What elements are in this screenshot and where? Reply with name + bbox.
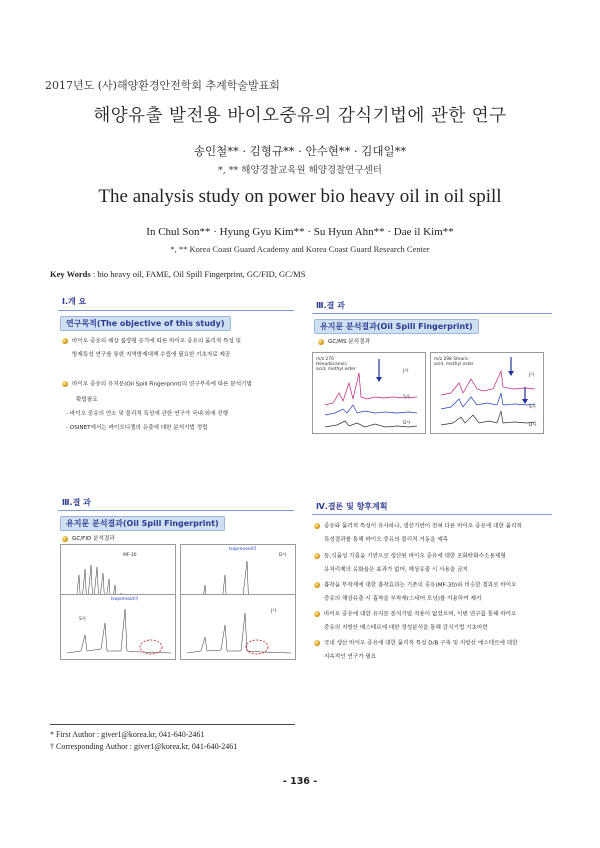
- title-korean: 해양유출 발전용 바이오중유의 감식기법에 관한 연구: [93, 106, 507, 126]
- isoprenoid-label: Isoprenoid비: [111, 597, 139, 602]
- chart-label: S사: [79, 617, 87, 622]
- subheading-fingerprint: 유지문 분석결과(Oil Spill Fingerprint): [314, 319, 479, 334]
- bullet-icon: [62, 338, 68, 344]
- list-item: 중유의 지방산 메스테르에 대한 정성분석을 통해 감식기법 기초마련: [324, 625, 488, 631]
- chart-label: MF-30: [123, 553, 137, 558]
- list-item: 바이오 중유에 대한 유지문 분석기법 적용이 없었으며, 이번 연구를 통해 바이오: [314, 611, 516, 618]
- list-item: 바이오 중유의 유지문(Oil Spill Fingerprint)의 연구부족에 따른 분석기법: [62, 381, 252, 388]
- series-tag: D사: [529, 423, 537, 428]
- series-tag: S사: [403, 395, 411, 400]
- list-item: 확립필요: [76, 397, 98, 403]
- chart-label: m/z 270 Hexadecanoic acid, methyl ester: [316, 357, 356, 373]
- footnote-rule: [50, 724, 295, 725]
- list-item: 중유의 해상유출 시 흡착을 부착재(스네어 모닝)를 이용하여 제거: [324, 596, 482, 602]
- isoprenoid-label: Isoprenoid비: [229, 547, 257, 552]
- bullet-icon: [318, 339, 324, 345]
- list-item: - OSINET에서는 바이오디젤의 유출에 대한 분석기법 정립: [66, 425, 208, 431]
- section-heading-results: Ⅲ.결 과: [316, 301, 345, 310]
- list-item: 바이오 중유의 해상 불량형 증가에 따른 바이오 중유의 물리적 특성 및: [62, 338, 241, 345]
- section-heading-results: Ⅲ.결 과: [62, 498, 91, 507]
- series-tag: J사: [529, 373, 535, 378]
- keywords: [50, 269, 305, 279]
- chart-label: m/z 298 Stearic acid, methyl ester: [434, 357, 474, 368]
- affiliation-english: *, ** Korea Coast Guard Academy and Korea Coast Guard Research Center: [170, 244, 430, 254]
- list-item: 국내 생산 바이오 중유에 대한 물리적 특성 D/B 구축 및 지방산 에스테르에 대한: [314, 640, 517, 647]
- conference-name: 2017년도 (사)해양환경안전학회 추계학술발표회: [45, 79, 280, 92]
- list-item: 흡착을 부착재에 대한 흡착효과는 기존의 중유(MF-30)와 비슷한 결과로 바이오: [314, 582, 516, 589]
- bullet-icon: [314, 553, 320, 559]
- page-number: - 136 -: [282, 776, 318, 787]
- list-item: 방제특성 연구를 통한 지역방재대책 수립에 필요한 기초자료 제공: [72, 352, 231, 358]
- bullet-icon: [314, 582, 320, 588]
- authors-korean: 송인철** · 김형규** · 안수현** · 김대일**: [193, 144, 407, 158]
- section-heading-conclusion: Ⅳ.결론 및 향후계획: [316, 502, 388, 511]
- keywords-text: : bio heavy oil, FAME, Oil Spill Fingerprint, GC/FID, GC/MS: [92, 269, 306, 279]
- list-item: 중유와 물리적 특성이 유사하나, 생산기반이 전혀 다른 바이오 중유에 대한 물리적: [314, 523, 522, 530]
- list-item: 지속적인 연구가 필요: [324, 654, 377, 660]
- series-tag: S사: [529, 405, 537, 410]
- affiliation-korean: *, ** 해양경찰교육원 해양경찰연구센터: [218, 165, 382, 176]
- method-label: GC/MS 분석결과: [318, 337, 370, 345]
- gcfid-chart-svg: [61, 595, 175, 659]
- subheading-fingerprint: 유지문 분석결과(Oil Spill Fingerprint): [60, 516, 225, 531]
- section-rule: [312, 514, 552, 515]
- list-item: 유처리제의 유화율은 효과가 없어, 해상유출 시 사용을 금지: [324, 567, 468, 573]
- subheading-objective: 연구목적(The objective of this study): [60, 316, 231, 331]
- list-item: 동,식물성 기름을 기반으로 생산된 바이오 중유에 대한 포화탄화수소용제형: [314, 553, 506, 560]
- gcms-chart-stearic: [430, 352, 544, 434]
- bullet-icon: [314, 523, 320, 529]
- section-heading-overview: Ⅰ.개 요: [62, 297, 87, 306]
- bullet-icon: [62, 536, 68, 542]
- footnote-first-author: * First Author : giver1@korea.kr, 041-640-2461: [50, 730, 205, 739]
- gcfid-chart-j: [180, 594, 296, 660]
- gcfid-chart-svg: [181, 595, 295, 659]
- bullet-icon: [314, 640, 320, 646]
- method-label: GC/FID 분석결과: [62, 534, 115, 542]
- gcms-chart-hexadecanoic: [312, 352, 426, 434]
- series-tag: J사: [403, 369, 409, 374]
- section-rule: [312, 313, 552, 314]
- keywords-label: Key Words: [50, 269, 91, 279]
- list-item: 특성결과를 통해 바이오 중유의 물리적 거동을 예측: [324, 537, 449, 543]
- bullet-icon: [314, 611, 320, 617]
- chart-label: J사: [271, 609, 277, 614]
- gcfid-chart-s: [60, 594, 176, 660]
- bullet-icon: [62, 381, 68, 387]
- authors-english: In Chul Son** · Hyung Gyu Kim** · Su Hyun Ahn** · Dae il Kim**: [146, 226, 454, 238]
- series-tag: D사: [403, 421, 411, 426]
- footnote-corresponding-author: † Corresponding Author : giver1@korea.kr, 041-640-2461: [50, 742, 238, 751]
- section-rule: [58, 310, 294, 311]
- list-item: - 바이오 중유의 연소 및 물리적 특성에 관한 연구가 국내·외에 진행: [66, 411, 229, 417]
- chart-label: D사: [279, 553, 287, 558]
- section-rule: [58, 510, 294, 511]
- title-english: The analysis study on power bio heavy oil in oil spill: [98, 186, 502, 207]
